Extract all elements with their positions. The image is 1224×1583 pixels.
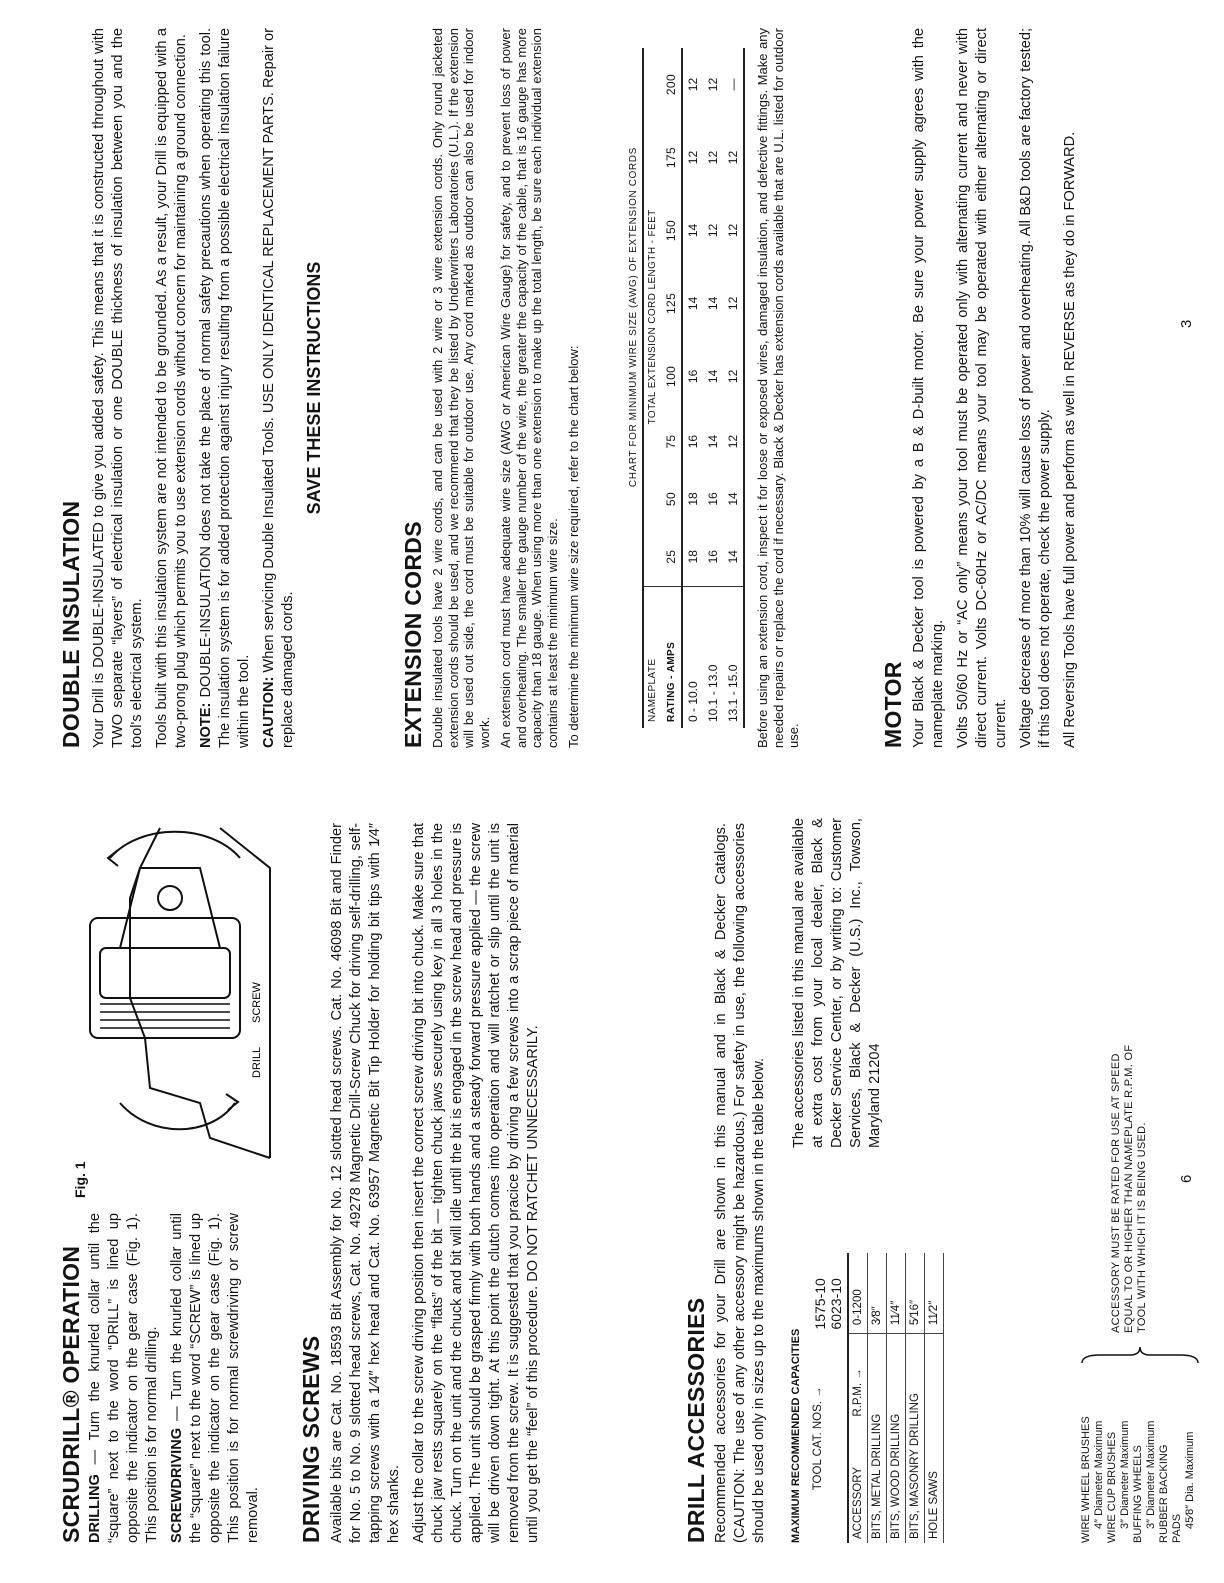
- rating-label: RATING - AMPS: [661, 586, 682, 728]
- gauge-cell: 12: [723, 340, 744, 413]
- extension-chart-block: [625, 28, 808, 748]
- drill-outline: [130, 828, 270, 1158]
- right-page: [0, 28, 1224, 748]
- list-item: RUBBER BACKING: [1158, 1444, 1170, 1543]
- extension-paragraph-3: To determine the minimum wire size required, refer to the chart below:: [566, 345, 581, 748]
- gauge-cell: 12: [686, 77, 700, 92]
- caution-paragraph: [260, 28, 298, 748]
- chuck-key-hole: [158, 886, 182, 910]
- driving-screws-section: [328, 823, 549, 1543]
- list-item: 45⁄8″ Dia. Maximum: [1184, 1431, 1196, 1529]
- table-row: [661, 48, 682, 728]
- driving-paragraph-2: Adjust the collar to the screw driving position then insert the correct screw driving bit into chuck. Make sure that chuck jaw rests squarely on the “flats” of the bit — tighten chuck jaws securely using key in all 3 holes in the chuck. Turn on the unit and the chuck and bit will idle until the bit is engaged in the screw head and pressure is applied. The unit should be grasped firmly with both hands and a steady forward pressure applied — the screw will be driven down tight. At this point the clutch comes into operation and will ratchet or slip until the unit is removed from the screw. It is suggested that you pracice by driving a few screws into a scrap piece of material until you get the “feel” of this procedure. DO NOT RATCHET UNNECESSARILY.: [411, 823, 541, 1543]
- collar-screw-label: SCREW: [251, 982, 263, 1023]
- capacity-value: 11⁄4″: [887, 1253, 906, 1334]
- capacities-title: MAXIMUM RECOMMENDED CAPACITIES: [790, 1328, 802, 1543]
- table-row: [643, 48, 661, 728]
- screwdriving-paragraph: [168, 1213, 263, 1543]
- extension-paragraph-2: An extension cord must have adequate wire size (AWG or American Wire Gauge) for safety, and to prevent loss of power and overheating. The smaller the gauge number of the wire, the greater the capacity of the cable, that is 16 gauge has more capacity than 18 gauge. When using more than one extension to make up the total length, be sure each individual extension contains at least the minimum wire size.: [498, 28, 560, 748]
- scrudrill-title: SCRUDRILL® OPERATION: [58, 1245, 84, 1543]
- length-header: 175: [661, 121, 682, 194]
- accessories-availability: [790, 818, 891, 1148]
- length-header: 50: [661, 470, 682, 527]
- screwdriving-lead: SCREWDRIVING: [169, 1427, 185, 1543]
- arrow-head-left: [226, 1094, 238, 1110]
- table-row: [848, 1253, 868, 1543]
- left-page: [0, 813, 1224, 1543]
- rpm-value: 0-1200: [848, 1253, 868, 1334]
- list-item: PADS: [1171, 1513, 1183, 1543]
- capacities-table-block: [790, 1173, 944, 1543]
- note-lead: NOTE:: [198, 702, 214, 748]
- wheel-list: [1080, 1368, 1197, 1543]
- extension-cords-title: EXTENSION CORDS: [400, 521, 426, 748]
- tool-cat-values: 1575-10 6023-10: [809, 1253, 848, 1334]
- save-instructions: SAVE THESE INSTRUCTIONS: [304, 261, 324, 515]
- collar-drill-label: DRILL: [251, 1046, 263, 1078]
- availability-note: The accessories listed in this manual are available at extra cost from your local dealer, Black & Decker Service Center, or by writing to: Customer Services, Black & Decker (U.S.) Inc., Towson, Maryland 21204: [791, 818, 883, 1148]
- gauge-cell: 12: [706, 77, 720, 92]
- rating-cell: 0 - 10.0: [682, 586, 703, 728]
- capacity-value: 11⁄2″: [925, 1253, 944, 1334]
- gauge-cell: 12: [723, 194, 744, 267]
- page-number-left: 6: [1178, 1174, 1195, 1183]
- table-row: [925, 1253, 944, 1543]
- gauge-cell: 14: [706, 296, 720, 311]
- gauge-cell: 12: [723, 413, 744, 470]
- gauge-cell: 14: [706, 369, 720, 384]
- double-paragraph-2: Tools built with this insulation system are not intended to be grounded. As a result, your Drill is equipped with a two-prong plug which permits you to use extension cords without concern for maintaining a ground connection.: [154, 28, 189, 748]
- length-header: 25: [661, 528, 682, 587]
- gauge-cell: 16: [686, 369, 700, 384]
- list-item: 3″ Diameter Maximum: [1119, 1420, 1131, 1529]
- capacity-name: BITS, MASONRY DRILLING: [906, 1334, 925, 1543]
- motor-paragraph-2: Volts 50/60 Hz or “AC only” means your tool must be operated only with alternating current and never with direct current. Volts DC-60Hz or AC/DC means your tool may be operated with either alternating or direct current.: [955, 28, 1009, 748]
- rpm-label: R.P.M. →: [848, 1334, 868, 1421]
- chuck-body: [100, 948, 230, 998]
- rating-cell: 13.1 - 15.0: [723, 586, 744, 728]
- capacities-table: [809, 1253, 944, 1543]
- gauge-cell: —: [723, 48, 744, 121]
- brace-path: [1082, 1347, 1198, 1363]
- gauge-cell: 14: [723, 528, 744, 587]
- list-item: 4″ Diameter Maximum: [1093, 1420, 1105, 1529]
- double-insulation-section: [90, 28, 325, 748]
- list-item: WIRE WHEEL BRUSHES: [1080, 1416, 1092, 1543]
- table-row: [809, 1253, 848, 1543]
- caution-lead: CAUTION:: [261, 676, 277, 748]
- motor-paragraph-4: All Reversing Tools have full power and perform as well in REVERSE as they do in FORWARD.: [1062, 131, 1078, 748]
- page-number-right: 3: [1178, 319, 1195, 328]
- rotation-arrow-right: [110, 832, 240, 858]
- capacity-name: BITS, WOOD DRILLING: [887, 1334, 906, 1543]
- gauge-cell: 18: [686, 550, 700, 564]
- length-header: 75: [661, 413, 682, 470]
- chart-title: CHART FOR MINIMUM WIRE SIZE (AWG) OF EXTENSION CORDS: [628, 147, 639, 488]
- length-header: 100: [661, 340, 682, 413]
- figure-1: [60, 818, 290, 1198]
- drilling-paragraph: [86, 1213, 162, 1543]
- arrow-head-right: [108, 850, 118, 866]
- extension-paragraph-4: Before using an extension cord, inspect it for loose or exposed wires, damaged insulation, and defective fittings. Make any needed repairs or replace the cord if necessary. Black & Decker has extension cords available that are U.L. listed for outdoor use.: [755, 28, 801, 748]
- gauge-cell: 12: [706, 223, 720, 238]
- table-row: [906, 1253, 925, 1543]
- rating-cell: 10.1 - 13.0: [703, 586, 723, 728]
- double-insulation-title: DOUBLE INSULATION: [58, 500, 84, 748]
- screwdriving-text: — Turn the knurled collar until the “square” next to the word “SCREW” is lined up opposite the indicator on the gear case (Fig. 1). This position is for normal screwdriving or screw removal.: [169, 1213, 261, 1543]
- gauge-cell: 14: [686, 223, 700, 238]
- table-row: [703, 48, 723, 728]
- accessories-paragraph: Recommended accessories for your Drill are shown in this manual and in Black & Decker Catalogs. (CAUTION: The use of any other accessory might be hazardous.) For safety in use, the following accessories should be used only in sizes up to the maximums shown in the table below.: [713, 823, 767, 1543]
- drilling-lead: DRILLING: [87, 1474, 103, 1543]
- capacity-name: HOLE SAWS: [925, 1334, 944, 1543]
- capacity-name: BITS, METAL DRILLING: [868, 1334, 887, 1543]
- length-header: 150: [661, 194, 682, 267]
- wheel-list-brace: [1080, 1345, 1200, 1365]
- length-label: TOTAL EXTENSION CORD LENGTH - FEET: [643, 48, 661, 586]
- extension-cords-section: [430, 28, 588, 748]
- gauge-cell: 16: [706, 492, 720, 506]
- length-header: 125: [661, 267, 682, 340]
- table-row: [887, 1253, 906, 1543]
- list-item: 3″ Diameter Maximum: [1145, 1420, 1157, 1529]
- gauge-cell: 12: [723, 267, 744, 340]
- table-row: [723, 48, 744, 728]
- length-header: 200: [661, 48, 682, 121]
- gauge-cell: 18: [686, 492, 700, 506]
- accessory-label: ACCESSORY: [848, 1421, 868, 1543]
- capacity-value: 3⁄8″: [868, 1253, 887, 1334]
- drilling-text: — Turn the knurled collar until the “square” next to the word “DRILL” is lined up opposite the indicator on the gear case (Fig. 1). This position is for normal drilling.: [87, 1213, 160, 1543]
- gauge-cell: 12: [723, 121, 744, 194]
- driving-paragraph-1: Available bits are Cat. No. 18593 Bit Assembly for No. 12 slotted head screws. Cat. No. 46098 Bit and Finder for No. 5 to No. 9 slotted head screws, Cat. No. 49278 Magnetic Drill-Screw Chuck for driving self-drilling, self-tapping screws with a 1⁄4″ hex head and Cat. No. 63957 Magnetic Bit Tip Holder for holding bit tips with 1⁄4″ hex shanks.: [329, 823, 402, 1543]
- motor-title: MOTOR: [880, 661, 906, 748]
- double-paragraph-1: Your Drill is DOUBLE-INSULATED to give you added safety. This means that it is constructed throughout with TWO separate “layers” of electrical insulation or one DOUBLE thickness of insulation between you and the tool's electrical system.: [91, 28, 145, 748]
- caution-text: When servicing Double Insulated Tools. USE ONLY IDENTICAL REPLACEMENT PARTS. Repair or replace damaged cords.: [261, 28, 296, 748]
- note-text: DOUBLE-INSULATION does not take the place of normal safety precautions when operating this tool. The insulation system is for added protection against injury resulting from a possible electrical insulation failure within the tool.: [198, 28, 252, 748]
- gauge-cell: 14: [706, 434, 720, 449]
- gauge-cell: 16: [686, 434, 700, 449]
- rotation-arrow-left: [120, 1103, 235, 1129]
- nameplate-label: NAMEPLATE: [643, 586, 661, 728]
- table-row: [625, 48, 643, 728]
- list-item: WIRE CUP BRUSHES: [1106, 1431, 1118, 1543]
- gauge-cell: 12: [686, 150, 700, 165]
- capacity-value: 5⁄16″: [906, 1253, 925, 1334]
- figure-label: Fig. 1: [72, 1161, 88, 1198]
- motor-section: [910, 28, 1086, 748]
- drill-accessories-title: DRILL ACCESSORIES: [683, 1297, 709, 1543]
- accessories-intro: [712, 823, 775, 1543]
- motor-paragraph-1: Your Black & Decker tool is powered by a B & D-built motor. Be sure your power supply agrees with the nameplate marking.: [911, 28, 946, 748]
- gauge-cell: 14: [686, 296, 700, 311]
- scrudrill-section: [86, 1213, 269, 1543]
- list-item: BUFFING WHEELS: [1132, 1445, 1144, 1543]
- gauge-cell: 16: [706, 550, 720, 564]
- table-row: [682, 48, 703, 728]
- drill-chuck-illustration: [60, 818, 290, 1198]
- note-paragraph: [197, 28, 254, 748]
- gauge-cell: 14: [723, 470, 744, 527]
- rating-note: ACCESSORY MUST BE RATED FOR USE AT SPEED EQUAL TO OR HIGHER THAN NAMEPLATE R.P.M. OF TOOL WITH WHICH IT IS BEING USED.: [1110, 1044, 1148, 1333]
- tool-cat-label: TOOL CAT. NOS. →: [809, 1334, 848, 1543]
- gauge-cell: 12: [706, 150, 720, 165]
- motor-paragraph-3: Voltage decrease of more than 10% will cause loss of power and overheating. All B&D tools are factory tested; if this tool does not operate, check the power supply.: [1018, 28, 1053, 748]
- driving-screws-title: DRIVING SCREWS: [298, 1335, 324, 1543]
- extension-chart: [625, 48, 745, 728]
- table-row: [868, 1253, 887, 1543]
- extension-paragraph-1: Double insulated tools have 2 wire cords, and can be used with 2 wire or 3 wire extension cords. Only round jacketed extension cords should be used, and we recommend that they be listed by Underwriters Laboratories (U.L.). If the extension will be used out side, the cord must be suitable for outdoor use. Any cord marked as outdoor can also be used for indoor work.: [430, 28, 492, 748]
